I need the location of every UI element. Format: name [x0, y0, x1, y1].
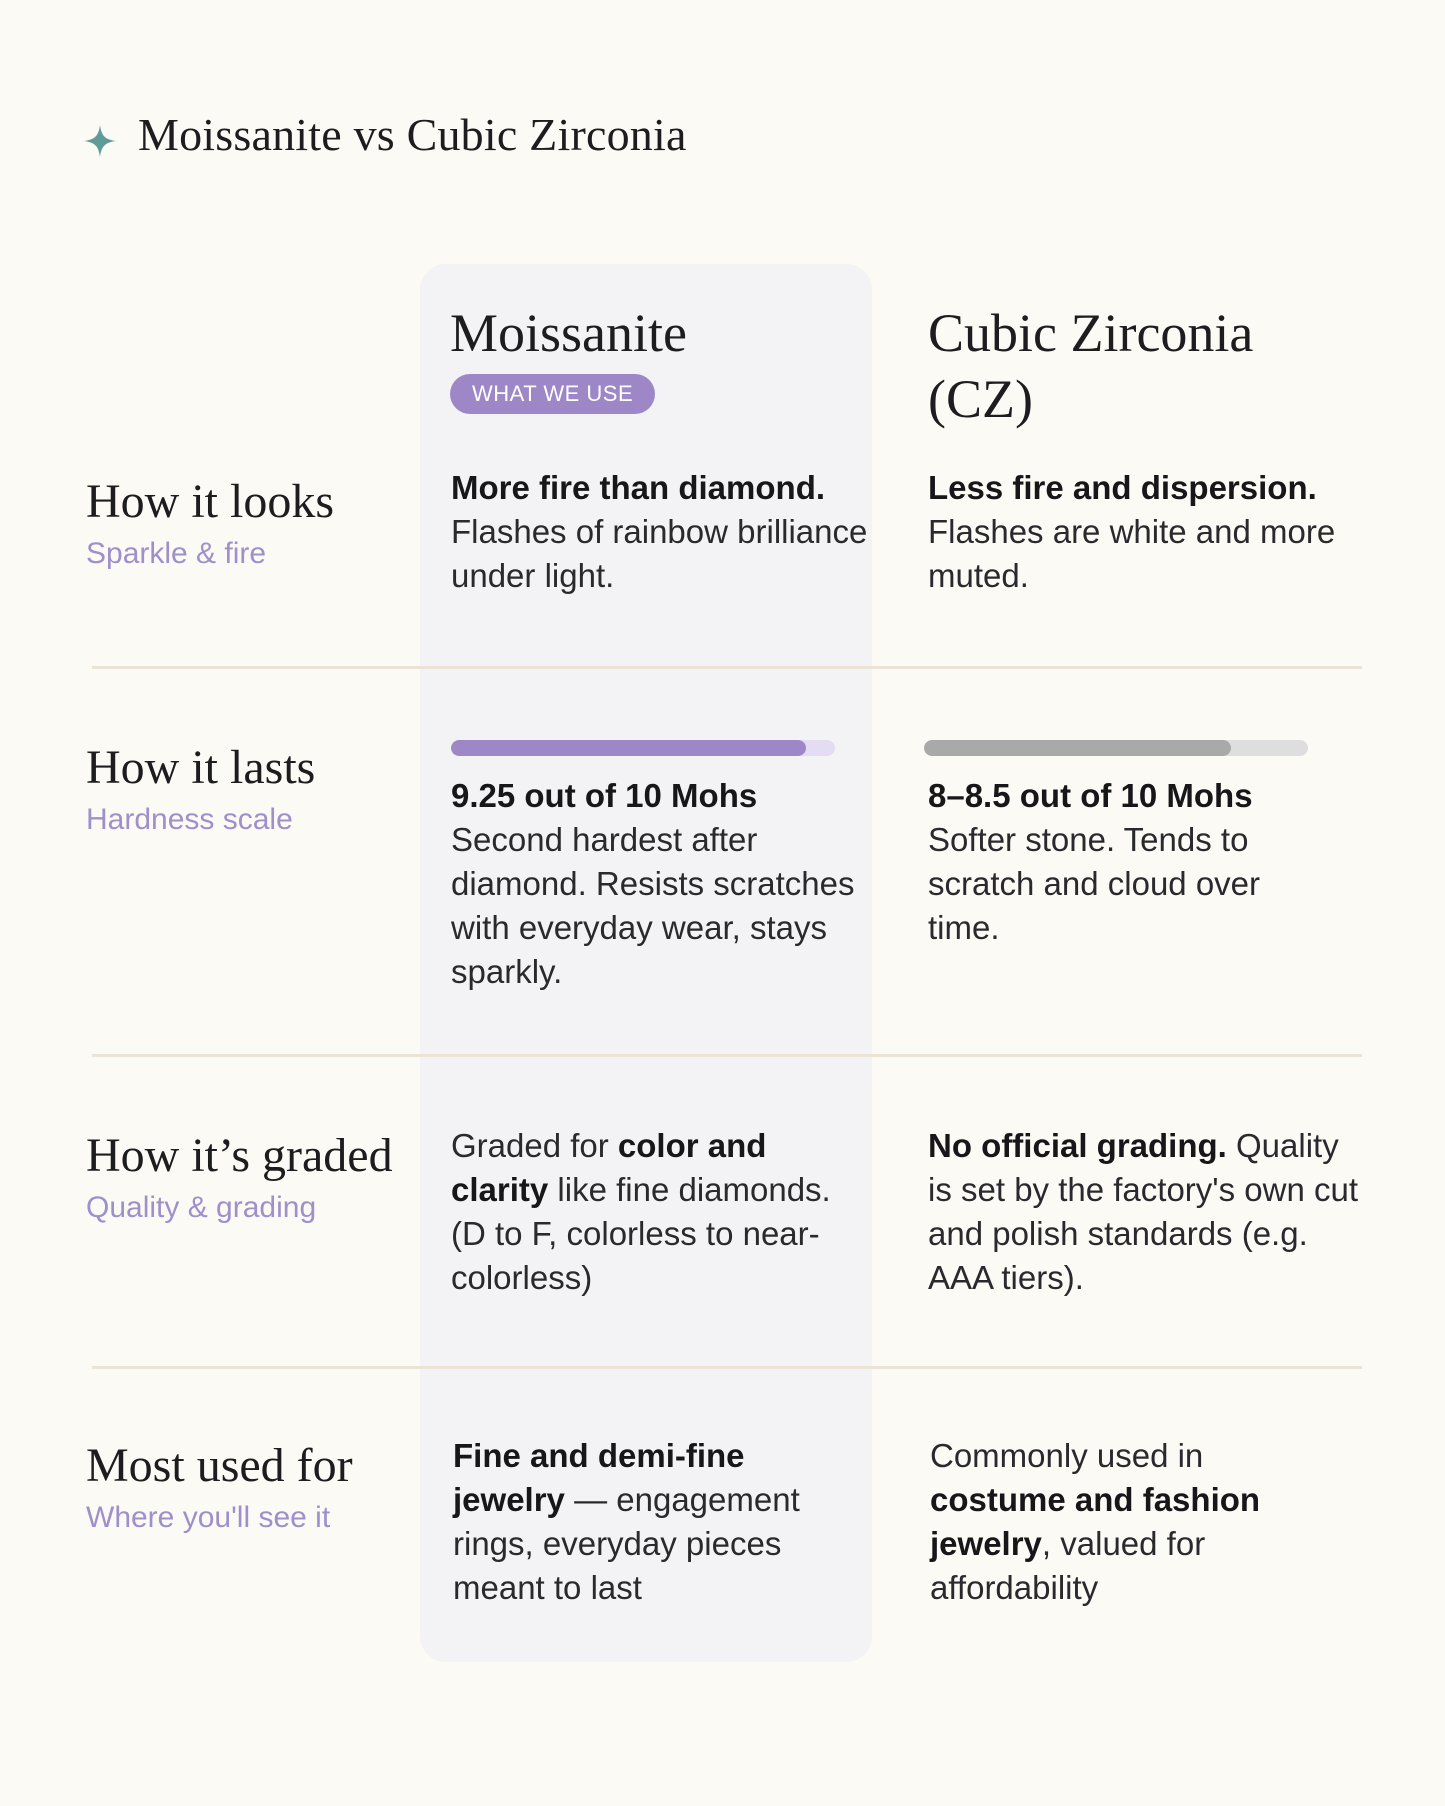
- row-title: How it looks: [86, 475, 335, 528]
- cell-text: Second hardest after diamond. Resists scratches with everyday wear, stays sparkly.: [451, 821, 855, 990]
- cz-graded-cell: [928, 1124, 1358, 1300]
- moissanite-lasts-cell: [451, 774, 871, 994]
- cell-bold: color and clarity: [451, 1127, 767, 1208]
- cell-text: Quality is set by the factory's own cut and polish standards (e.g. AAA tiers).: [928, 1127, 1358, 1296]
- cz-column-header: [928, 300, 1253, 432]
- cell-text: like fine diamonds. (D to F, colorless to near-colorless): [451, 1171, 831, 1296]
- page-title: Moissanite vs Cubic Zirconia: [138, 109, 687, 160]
- cz-title-line1: Cubic Zirconia: [928, 303, 1254, 363]
- moissanite-used-for-cell: [453, 1434, 853, 1610]
- row-label-lasts: [86, 740, 315, 840]
- cell-text: Softer stone. Tends to scratch and cloud over time.: [928, 821, 1261, 946]
- row-label-used-for: [86, 1438, 353, 1538]
- moissanite-hardness-bar: [451, 740, 835, 756]
- cell-bold: More fire than diamond.: [451, 469, 826, 506]
- row-subtitle: Sparkle & fire: [86, 537, 267, 570]
- cell-text: Commonly used in: [930, 1437, 1204, 1474]
- cz-used-for-cell: [930, 1434, 1310, 1610]
- row-label-looks: [86, 474, 334, 574]
- row-subtitle: Quality & grading: [86, 1191, 317, 1224]
- moissanite-column-header: [450, 300, 687, 414]
- row-divider: [92, 1054, 1362, 1057]
- cell-text: , valued for affordability: [930, 1525, 1206, 1606]
- row-divider: [92, 666, 1362, 669]
- cell-bold: No official grading.: [928, 1127, 1227, 1164]
- cz-title-line2: (CZ): [928, 369, 1033, 429]
- moissanite-looks-cell: [451, 466, 871, 598]
- cell-bold: costume and fashion jewelry: [930, 1481, 1261, 1562]
- row-label-graded: [86, 1128, 393, 1228]
- moissanite-graded-cell: [451, 1124, 871, 1300]
- cell-bold: 9.25 out of 10 Mohs: [451, 777, 758, 814]
- cell-text: Graded for: [451, 1127, 618, 1164]
- row-title: Most used for: [86, 1439, 353, 1492]
- cz-hardness-bar: [924, 740, 1308, 756]
- row-divider: [92, 1366, 1362, 1369]
- what-we-use-badge: WHAT WE USE: [450, 374, 655, 414]
- row-subtitle: Hardness scale: [86, 803, 293, 836]
- cell-text: — engagement rings, everyday pieces meant to last: [453, 1481, 800, 1606]
- row-subtitle: Where you'll see it: [86, 1501, 331, 1534]
- cz-looks-cell: [928, 466, 1368, 598]
- hardness-bar-fill: [924, 740, 1231, 756]
- cell-bold: Less fire and dispersion.: [928, 469, 1317, 506]
- sparkle-icon: [82, 123, 118, 159]
- cz-lasts-cell: [928, 774, 1308, 950]
- cell-text: Flashes are white and more muted.: [928, 513, 1336, 594]
- cell-text: Flashes of rainbow brilliance under light.: [451, 513, 868, 594]
- hardness-bar-fill: [451, 740, 806, 756]
- page-header: [82, 108, 687, 161]
- row-title: How it lasts: [86, 741, 316, 794]
- cell-bold: Fine and demi-fine jewelry: [453, 1437, 745, 1518]
- row-title: How it’s graded: [86, 1129, 393, 1182]
- cell-bold: 8–8.5 out of 10 Mohs: [928, 777, 1253, 814]
- moissanite-title: Moissanite: [450, 303, 687, 363]
